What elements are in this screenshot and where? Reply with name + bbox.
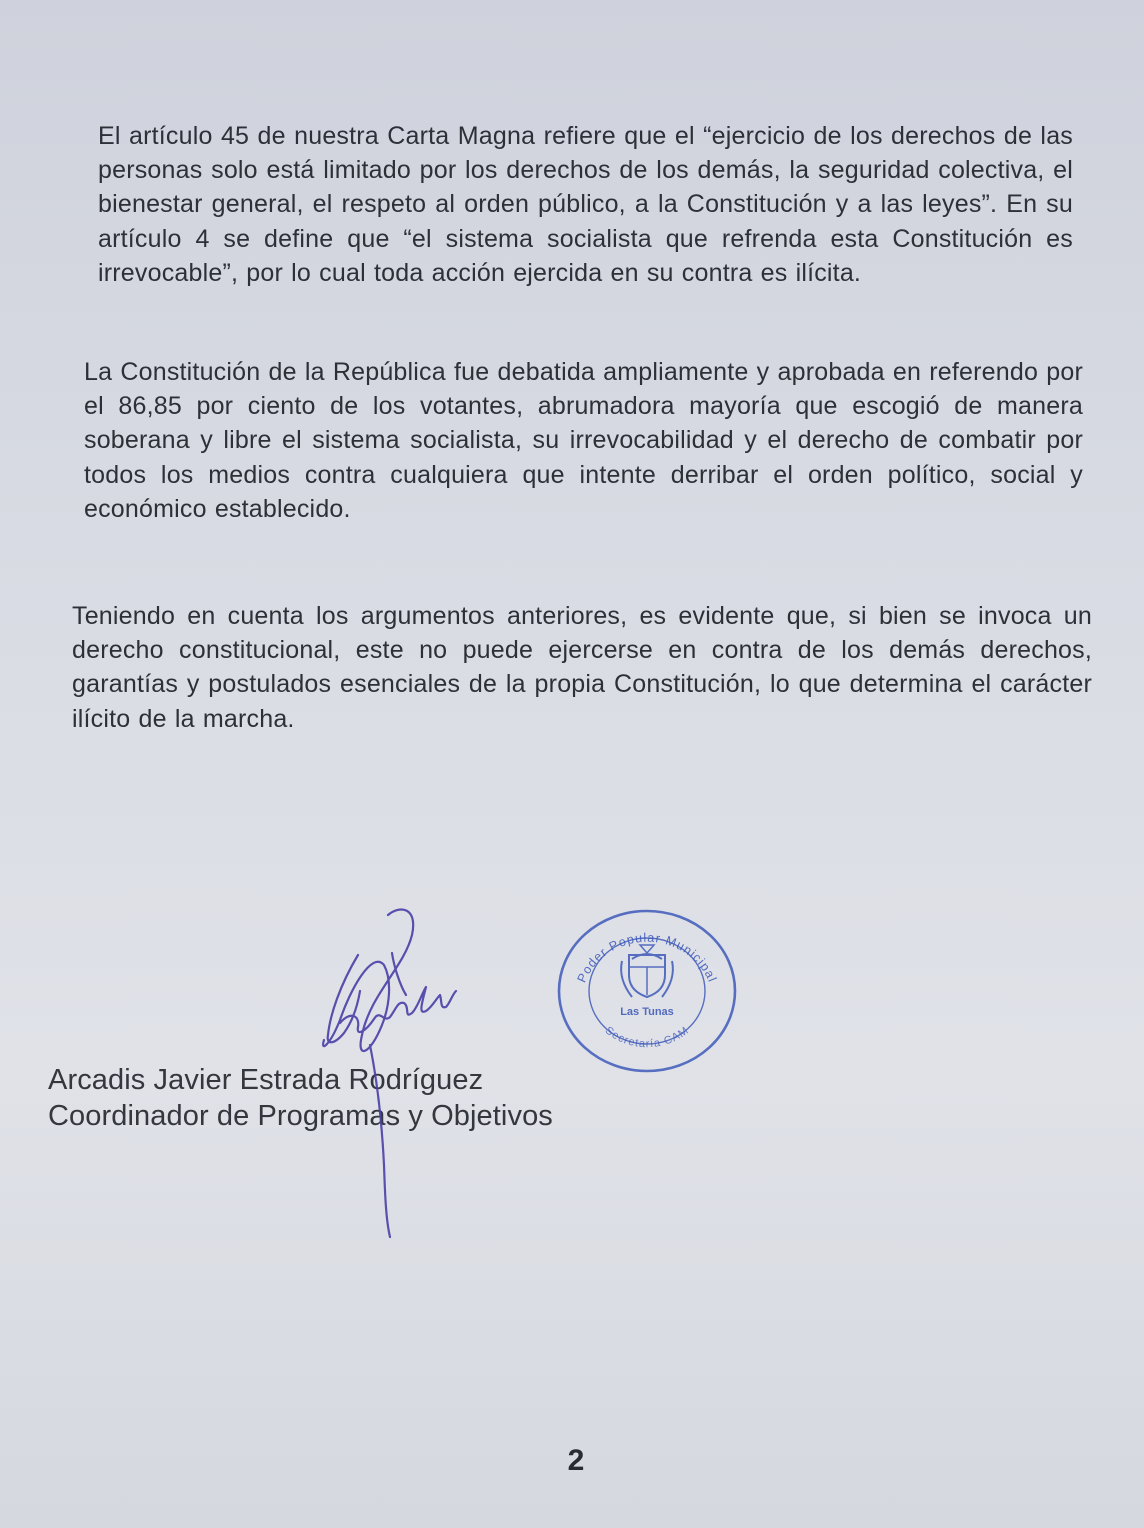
svg-text:Secretaría CAM [603, 1024, 692, 1050]
seal-center-text: Las Tunas [620, 1006, 674, 1018]
paragraph-article-45: El artículo 45 de nuestra Carta Magna refiere que el “ejercicio de los derechos de las personas solo está limitado por los derechos de los demás, la seguridad colectiva, el bienestar general, el respeto al orden público, a la Constitución y a las leyes”. En su artículo 4 se define que “el sistema socialista que refrenda esta Constitución es irrevocable”, por lo cual toda acción ejercida en su contra es ilícita. [98, 122, 1073, 287]
handwritten-signature [300, 895, 500, 1245]
municipal-seal-stamp [552, 905, 742, 1075]
paragraph-conclusion: Teniendo en cuenta los argumentos anteriores, es evidente que, si bien se invoca un derecho constitucional, este no puede ejercerse en contra de los demás derechos, garantías y postulados esenciales de la propia Constitución, lo que determina el carácter ilícito de la marcha. [72, 602, 1092, 733]
seal-ring-text: Poder Popular Municipal [574, 930, 720, 985]
seal-bottom-text: Secretaría CAM [602, 1024, 692, 1051]
signatory-name: Arcadis Javier Estrada Rodríguez [48, 1064, 484, 1096]
signatory-role: Coordinador de Programas y Objetivos [48, 1100, 553, 1132]
page-number: 2 [567, 1444, 585, 1477]
paragraph-referendum: La Constitución de la República fue debatida ampliamente y aprobada en referendo por el 86,85 por ciento de los votantes, abrumadora mayoría que escogió de manera soberana y libre el sistema socialista, su irrevocabilidad y el derecho de combatir por todos los medios contra cualquiera que intente derribar el orden político, social y económico establecido. [84, 358, 1083, 523]
